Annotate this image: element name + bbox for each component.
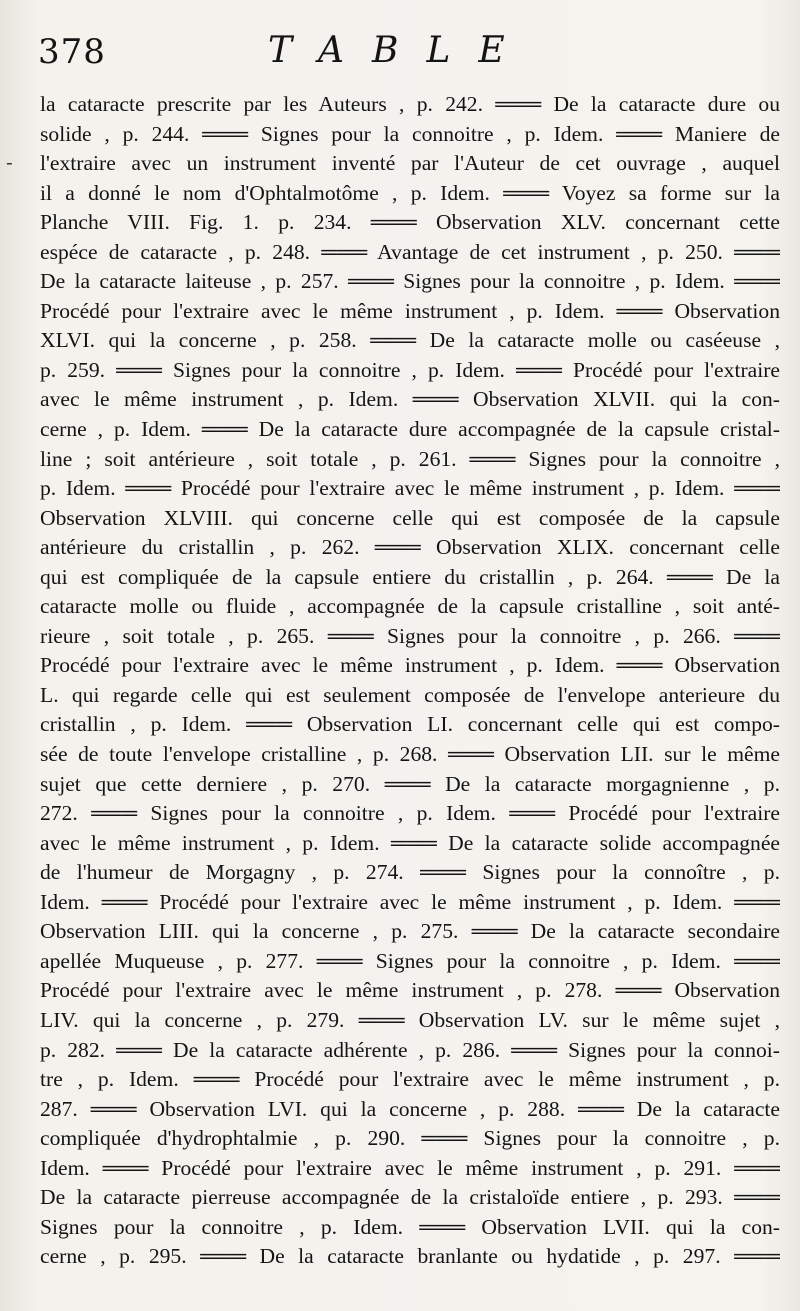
text-line: p. 282. ═══ De la cataracte adhérente , p. 286. ═══ Signes pour la connoi- [40,1037,780,1062]
text-line: antérieure du cristallin , p. 262. ═══ Observation XLIX. concernant celle [40,535,780,560]
text-line: Observation LIII. qui la concerne , p. 275. ═══ De la cataracte secondaire [40,919,780,944]
page-header [38,28,770,76]
text-line: compliquée d'hydrophtalmie , p. 290. ═══ Signes pour la connoitre , p. [40,1126,780,1151]
text-line: Signes pour la connoitre , p. Idem. ═══ Observation LVII. qui la con- [40,1214,780,1239]
index-text-block [40,90,780,1272]
text-line: De la cataracte laiteuse , p. 257. ═══ Signes pour la connoitre , p. Idem. ═══ [40,269,780,294]
text-line: cerne , p. 295. ═══ De la cataracte branlante ou hydatide , p. 297. ═══ [40,1244,780,1269]
text-line: LIV. qui la concerne , p. 279. ═══ Observation LV. sur le même sujet , [40,1007,780,1032]
text-line: sujet que cette derniere , p. 270. ═══ De la cataracte morgagnienne , p. [40,771,780,796]
text-line: Procédé pour l'extraire avec le même instrument , p. Idem. ═══ Observation [40,653,780,678]
text-line: tre , p. Idem. ═══ Procédé pour l'extraire avec le même instrument , p. [40,1067,780,1092]
text-line: cerne , p. Idem. ═══ De la cataracte dure accompagnée de la capsule cristal- [40,417,780,442]
text-line: qui est compliquée de la capsule entiere du cristallin , p. 264. ═══ De la [40,564,780,589]
text-line: espéce de cataracte , p. 248. ═══ Avantage de cet instrument , p. 250. ═══ [40,239,780,264]
text-line: Procédé pour l'extraire avec le même instrument , p. Idem. ═══ Observation [40,298,780,323]
text-line: il a donné le nom d'Ophtalmotôme , p. Idem. ═══ Voyez sa forme sur la [40,180,780,205]
text-line: 287. ═══ Observation LVI. qui la concerne , p. 288. ═══ De la cataracte [40,1096,780,1121]
text-line: de l'humeur de Morgagny , p. 274. ═══ Signes pour la connoître , p. [40,860,780,885]
text-line: la cataracte prescrite par les Auteurs , p. 242. ═══ De la cataracte dure ou [40,92,780,116]
text-line: Observation XLVIII. qui concerne celle qui est composée de la capsule [40,505,780,530]
text-line: sée de toute l'envelope cristalline , p. 268. ═══ Observation LII. sur le même [40,742,780,767]
text-line: 272. ═══ Signes pour la connoitre , p. Idem. ═══ Procédé pour l'extraire [40,801,780,826]
text-line: rieure , soit totale , p. 265. ═══ Signes pour la connoitre , p. 266. ═══ [40,623,780,648]
text-line: XLVI. qui la concerne , p. 258. ═══ De la cataracte molle ou caséeuse , [40,328,780,353]
text-line: line ; soit antérieure , soit totale , p. 261. ═══ Signes pour la connoitre , [40,446,780,471]
running-title: TABLE [268,30,533,71]
text-line: Procédé pour l'extraire avec le même instrument , p. 278. ═══ Observation [40,978,780,1003]
text-line: cristallin , p. Idem. ═══ Observation LI. concernant celle qui est compo- [40,712,780,737]
text-line: solide , p. 244. ═══ Signes pour la connoitre , p. Idem. ═══ Maniere de [40,121,780,146]
text-line: cataracte molle ou fluide , accompagnée de la capsule cristalline , soit anté- [40,594,780,619]
text-line: L. qui regarde celle qui est seulement composée de l'envelope anterieure du [40,682,780,707]
text-line: p. 259. ═══ Signes pour la connoitre , p. Idem. ═══ Procédé pour l'extraire [40,357,780,382]
text-line: avec le même instrument , p. Idem. ═══ Observation XLVII. qui la con- [40,387,780,412]
text-line: Idem. ═══ Procédé pour l'extraire avec le même instrument , p. Idem. ═══ [40,889,780,914]
text-line: p. Idem. ═══ Procédé pour l'extraire avec le même instrument , p. Idem. ═══ [40,476,780,501]
margin-mark: - [6,150,13,174]
text-line: Idem. ═══ Procédé pour l'extraire avec le même instrument , p. 291. ═══ [40,1155,780,1180]
text-line: Planche VIII. Fig. 1. p. 234. ═══ Observation XLV. concernant cette [40,210,780,235]
text-line: l'extraire avec un instrument inventé par l'Auteur de cet ouvrage , auquel [40,151,780,176]
text-line: avec le même instrument , p. Idem. ═══ De la cataracte solide accompagnée [40,830,780,855]
text-line: De la cataracte pierreuse accompagnée de la cristaloïde entiere , p. 293. ═══ [40,1185,780,1210]
text-line: apellée Muqueuse , p. 277. ═══ Signes pour la connoitre , p. Idem. ═══ [40,948,780,973]
page-number: 378 [38,32,106,72]
